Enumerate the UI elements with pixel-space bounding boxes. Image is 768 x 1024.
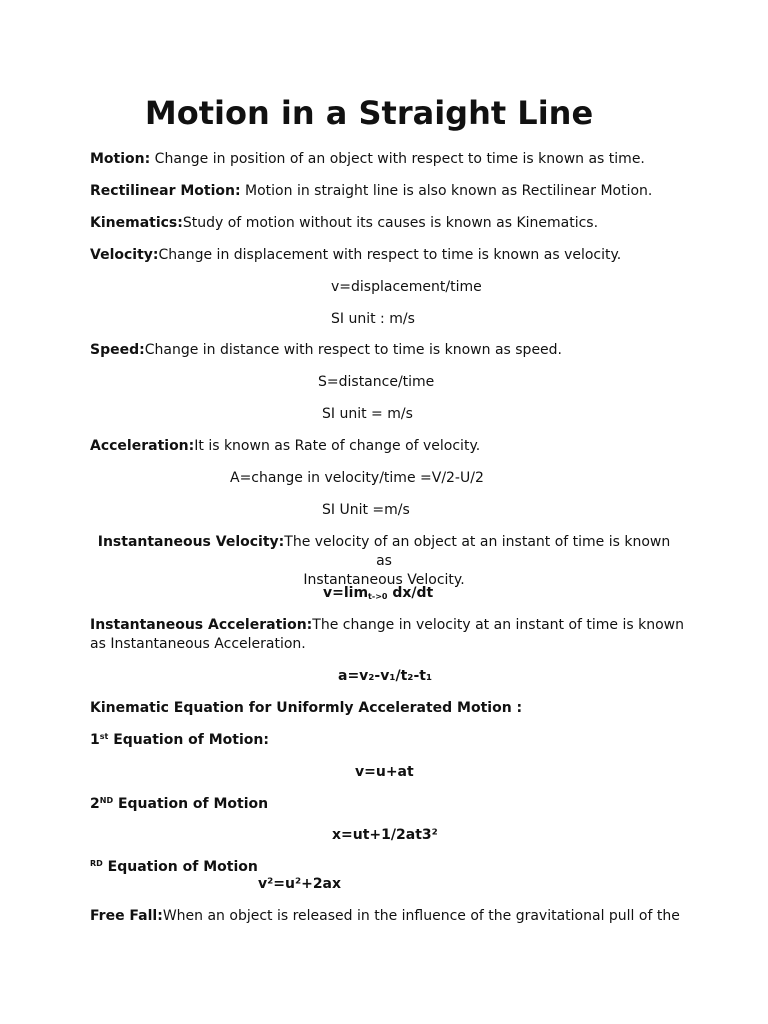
first-equation-label: Equation of Motion: — [108, 732, 269, 748]
instantaneous-velocity-text: The velocity of an object at an instant of time is known as — [284, 534, 671, 569]
speed-definition — [90, 341, 562, 359]
free-fall-definition — [90, 907, 680, 925]
instantaneous-acceleration-formula: a=v₂-v₁/t₂-t₁ — [338, 668, 433, 684]
velocity-definition — [90, 246, 621, 264]
first-equation-formula: v=u+at — [355, 764, 414, 780]
speed-term: Speed: — [90, 342, 145, 358]
instantaneous-acceleration-line-2: as Instantaneous Acceleration. — [90, 636, 306, 652]
speed-formula: S=distance/time — [318, 374, 435, 390]
kinematics-definition — [90, 214, 598, 232]
first-equation-number: 1 — [90, 732, 100, 748]
second-equation-formula: x=ut+1/2at3² — [332, 827, 438, 843]
instantaneous-velocity-formula-main: v=lim — [323, 585, 369, 601]
page-title: Motion in a Straight Line — [144, 94, 594, 132]
free-fall-term: Free Fall: — [90, 908, 163, 924]
instantaneous-velocity-formula — [323, 584, 433, 602]
acceleration-term: Acceleration: — [90, 438, 195, 454]
rectilinear-term: Rectilinear Motion: — [90, 183, 241, 199]
velocity-si-unit: SI unit : m/s — [331, 311, 415, 327]
third-equation-formula: v²=u²+2ax — [258, 876, 342, 892]
first-equation-heading — [90, 731, 269, 749]
velocity-formula: v=displacement/time — [331, 279, 482, 295]
acceleration-si-unit: SI Unit =m/s — [322, 502, 410, 518]
velocity-text: Change in displacement with respect to time is known as velocity. — [158, 247, 622, 263]
kinematics-text: Study of motion without its causes is known as Kinematics. — [182, 215, 599, 231]
instantaneous-acceleration-line-1 — [90, 616, 684, 634]
instantaneous-velocity-formula-derivative: dx/dt — [387, 585, 434, 601]
instantaneous-velocity-term: Instantaneous Velocity: — [97, 534, 285, 550]
free-fall-text: When an object is released in the influence of the gravitational pull of the — [162, 908, 680, 924]
third-equation-label: Equation of Motion — [102, 859, 258, 875]
kinematic-equations-heading: Kinematic Equation for Uniformly Accelerated Motion : — [90, 700, 523, 716]
speed-si-unit: SI unit = m/s — [322, 406, 413, 422]
third-equation-ordinal: RD — [90, 859, 103, 868]
instantaneous-velocity-formula-limit: t->0 — [368, 592, 388, 601]
acceleration-definition — [90, 437, 480, 455]
rectilinear-definition — [90, 182, 652, 200]
motion-definition — [90, 150, 645, 168]
motion-term: Motion: — [90, 151, 151, 167]
instantaneous-velocity-definition — [90, 533, 678, 590]
instantaneous-acceleration-text: The change in velocity at an instant of time is known — [312, 617, 684, 633]
second-equation-number: 2 — [90, 796, 100, 812]
speed-text: Change in distance with respect to time is known as speed. — [144, 342, 563, 358]
velocity-term: Velocity: — [90, 247, 159, 263]
second-equation-heading — [90, 795, 268, 813]
motion-text: Change in position of an object with respect to time is known as time. — [150, 151, 645, 167]
second-equation-label: Equation of Motion — [113, 796, 269, 812]
instantaneous-velocity-line-2: Instantaneous Velocity. — [303, 572, 465, 588]
third-equation-heading — [90, 858, 258, 876]
instantaneous-acceleration-term: Instantaneous Acceleration: — [90, 617, 313, 633]
instantaneous-velocity-line-1 — [90, 533, 678, 571]
kinematics-term: Kinematics: — [90, 215, 183, 231]
acceleration-text: It is known as Rate of change of velocity. — [194, 438, 481, 454]
rectilinear-text: Motion in straight line is also known as Rectilinear Motion. — [240, 183, 653, 199]
second-equation-ordinal: ND — [99, 796, 114, 805]
first-equation-ordinal: st — [99, 732, 109, 741]
acceleration-formula: A=change in velocity/time =V/2-U/2 — [230, 470, 484, 486]
